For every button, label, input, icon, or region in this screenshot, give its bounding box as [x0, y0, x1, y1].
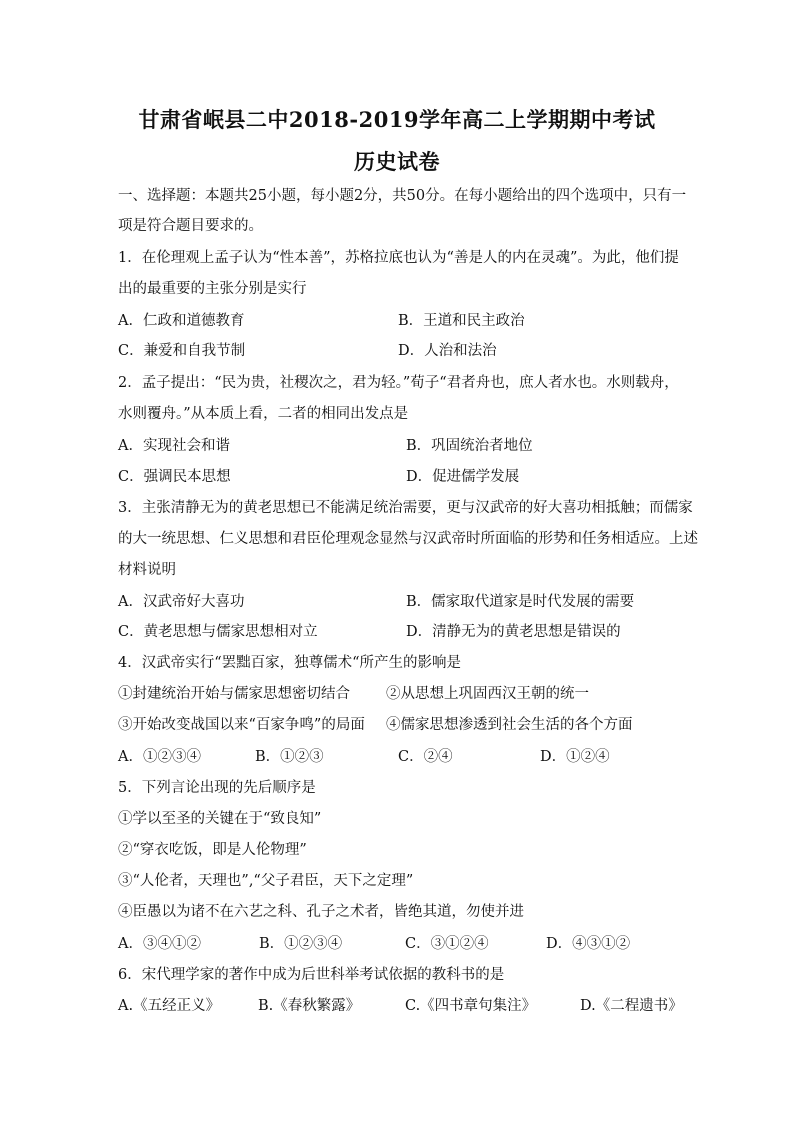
q1-option-c: C．兼爱和自我节制	[118, 343, 246, 359]
q2-option-b: B．巩固统治者地位	[406, 438, 533, 454]
q5-item-1: ①学以至圣的关键在于“致良知”	[118, 811, 322, 827]
q3-stem-2: 的大一统思想、仁义思想和君臣伦理观念显然与汉武帝时所面临的形势和任务相适应。上述	[118, 531, 698, 547]
q3-option-d: D．清静无为的黄老思想是错误的	[406, 624, 621, 640]
q4-option-a: A．①②③④	[118, 749, 201, 765]
q6-stem-1: 6．宋代理学家的著作中成为后世科举考试依据的教科书的是	[118, 967, 505, 983]
exam-subtitle: 历史试卷	[354, 149, 440, 174]
q3-option-a: A．汉武帝好大喜功	[118, 594, 245, 610]
q4-item-4: ④儒家思想渗透到社会生活的各个方面	[386, 717, 633, 733]
instructions-line-1: 一、选择题：本题共25小题，每小题2分，共50分。在每小题给出的四个选项中，只有一	[118, 188, 687, 204]
q5-item-2: ②“穿衣吃饭，即是人伦物理”	[118, 842, 307, 858]
q4-option-b: B．①②③	[255, 749, 324, 765]
q5-item-4: ④臣愚以为诸不在六艺之科、孔子之术者，皆绝其道，勿使并进	[118, 904, 524, 920]
q2-stem-1: 2．孟子提出：“民为贵，社稷次之，君为轻。”荀子“君者舟也，庶人者水也。水则载舟，	[118, 375, 679, 391]
q1-option-b: B．王道和民主政治	[398, 313, 525, 329]
q3-option-b: B．儒家取代道家是时代发展的需要	[406, 594, 635, 610]
q5-stem-1: 5．下列言论出现的先后顺序是	[118, 780, 316, 796]
exam-title: 甘肃省岷县二中2018-2019学年高二上学期期中考试	[138, 107, 656, 132]
q6-option-b: B.《春秋繁露》	[258, 998, 361, 1014]
q2-option-a: A．实现社会和谐	[118, 438, 230, 454]
q3-option-c: C．黄老思想与儒家思想相对立	[118, 624, 318, 640]
q5-option-c: C．③①②④	[405, 936, 489, 952]
q5-item-3: ③“人伦者，天理也”,“父子君臣，天下之定理”	[118, 873, 414, 889]
q2-option-d: D．促进儒学发展	[406, 469, 520, 485]
q2-stem-2: 水则覆舟。”从本质上看，二者的相同出发点是	[118, 406, 409, 422]
q1-option-d: D．人治和法治	[398, 343, 497, 359]
q6-option-d: D.《二程遗书》	[580, 998, 683, 1014]
q4-option-c: C．②④	[398, 749, 453, 765]
q3-stem-3: 材料说明	[118, 562, 176, 578]
q4-item-3: ③开始改变战国以来“百家争鸣”的局面	[118, 717, 365, 733]
q6-option-a: A.《五经正义》	[118, 998, 221, 1014]
q1-stem-2: 出的最重要的主张分别是实行	[118, 281, 307, 297]
q6-option-c: C.《四书章句集注》	[405, 998, 537, 1014]
q3-stem-1: 3．主张清静无为的黄老思想已不能满足统治需要，更与汉武帝的好大喜功相抵触；而儒家	[118, 500, 693, 516]
q4-item-2: ②从思想上巩固西汉王朝的统一	[386, 686, 589, 702]
q4-option-d: D．①②④	[540, 749, 610, 765]
q4-stem-1: 4．汉武帝实行“罢黜百家，独尊儒术“所产生的影响是	[118, 655, 462, 671]
q5-option-b: B．①②③④	[259, 936, 343, 952]
q2-option-c: C．强调民本思想	[118, 469, 231, 485]
q1-option-a: A．仁政和道德教育	[118, 313, 245, 329]
q4-item-1: ①封建统治开始与儒家思想密切结合	[118, 686, 350, 702]
q5-option-d: D．④③①②	[546, 936, 631, 952]
instructions-line-2: 项是符合题目要求的。	[118, 218, 263, 234]
q1-stem-1: 1．在伦理观上孟子认为“性本善”，苏格拉底也认为“善是人的内在灵魂”。为此，他们提	[118, 250, 679, 266]
q5-option-a: A．③④①②	[118, 936, 201, 952]
